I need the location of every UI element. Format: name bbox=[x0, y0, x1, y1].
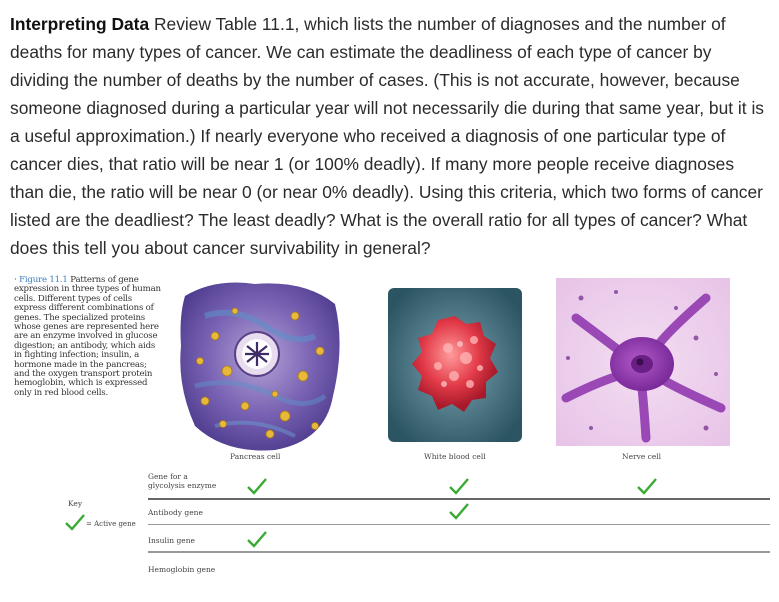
pancreas-cell-micrograph bbox=[175, 276, 345, 454]
paragraph-body: Review Table 11.1, which lists the number of diagnoses and the number of deaths for many types of cancer. We can estimate the deadliness of each type of cancer by dividing the number of deaths by the number of cases. (This is not accurate, however, because someone diagnosed during a particular year will not necessarily die during that same year, but it is a useful approximation.) If nearly everyone who received a diagnosis of one particular type of cancer dies, that ratio will be near 1 (or 100% deadly). If many more people receive diagnoses than die, the ratio will be near 0 (or near 0% deadly). Using this criteria, which two forms of cancer listed are the deadliest? The least deadly? What is the overall ratio for all types of cancer? What does this tell you about cancer survivability in general? bbox=[10, 14, 765, 258]
caption-bullet: · bbox=[14, 275, 17, 285]
nerve-cell-micrograph bbox=[556, 278, 730, 446]
paragraph-heading: Interpreting Data bbox=[10, 14, 150, 34]
cell-label-pancreas: Pancreas cell bbox=[230, 452, 281, 461]
gene-label-glycolysis: Gene for a glycolysis enzyme bbox=[148, 472, 217, 490]
checkmark-icon bbox=[246, 476, 268, 496]
checkmark-icon bbox=[448, 476, 470, 496]
row-divider-1 bbox=[148, 498, 770, 500]
white-blood-cell-micrograph bbox=[388, 288, 522, 442]
key-checkmark-icon bbox=[64, 512, 86, 532]
figure-description: Different types of cells express different combinations of genes. The specialized proteins whose genes are represented here are an enzyme involved in glucose digestion; an antibody, which aids in fighting infection; insulin, a hormone made in the pancreas; and the oxygen transport protein hemoglobin, which is expressed only in red blood cells. bbox=[14, 293, 159, 398]
gene-label-hemoglobin: Hemoglobin gene bbox=[148, 565, 216, 574]
gene-label-antibody: Antibody gene bbox=[148, 508, 203, 517]
checkmark-icon bbox=[636, 476, 658, 496]
key-title: Key bbox=[68, 499, 83, 508]
figure-label: Figure 11.1 bbox=[19, 275, 68, 285]
gene-label-insulin: Insulin gene bbox=[148, 536, 195, 545]
figure-11-1 bbox=[0, 268, 779, 602]
interpreting-data-paragraph bbox=[10, 10, 772, 262]
key-label: = Active gene bbox=[86, 520, 136, 528]
figure-caption bbox=[14, 276, 164, 398]
checkmark-icon bbox=[448, 501, 470, 521]
figure-title: Patterns of gene expression in three types of human cells. bbox=[14, 275, 161, 304]
row-divider-2 bbox=[148, 524, 770, 525]
wbc-scale-note bbox=[537, 310, 543, 356]
row-divider-3 bbox=[148, 551, 770, 553]
nerve-scale-note bbox=[760, 310, 766, 356]
cell-label-wbc: White blood cell bbox=[424, 452, 486, 461]
checkmark-icon bbox=[246, 529, 268, 549]
pancreas-scale-note bbox=[336, 310, 342, 356]
cell-label-nerve: Nerve cell bbox=[622, 452, 662, 461]
